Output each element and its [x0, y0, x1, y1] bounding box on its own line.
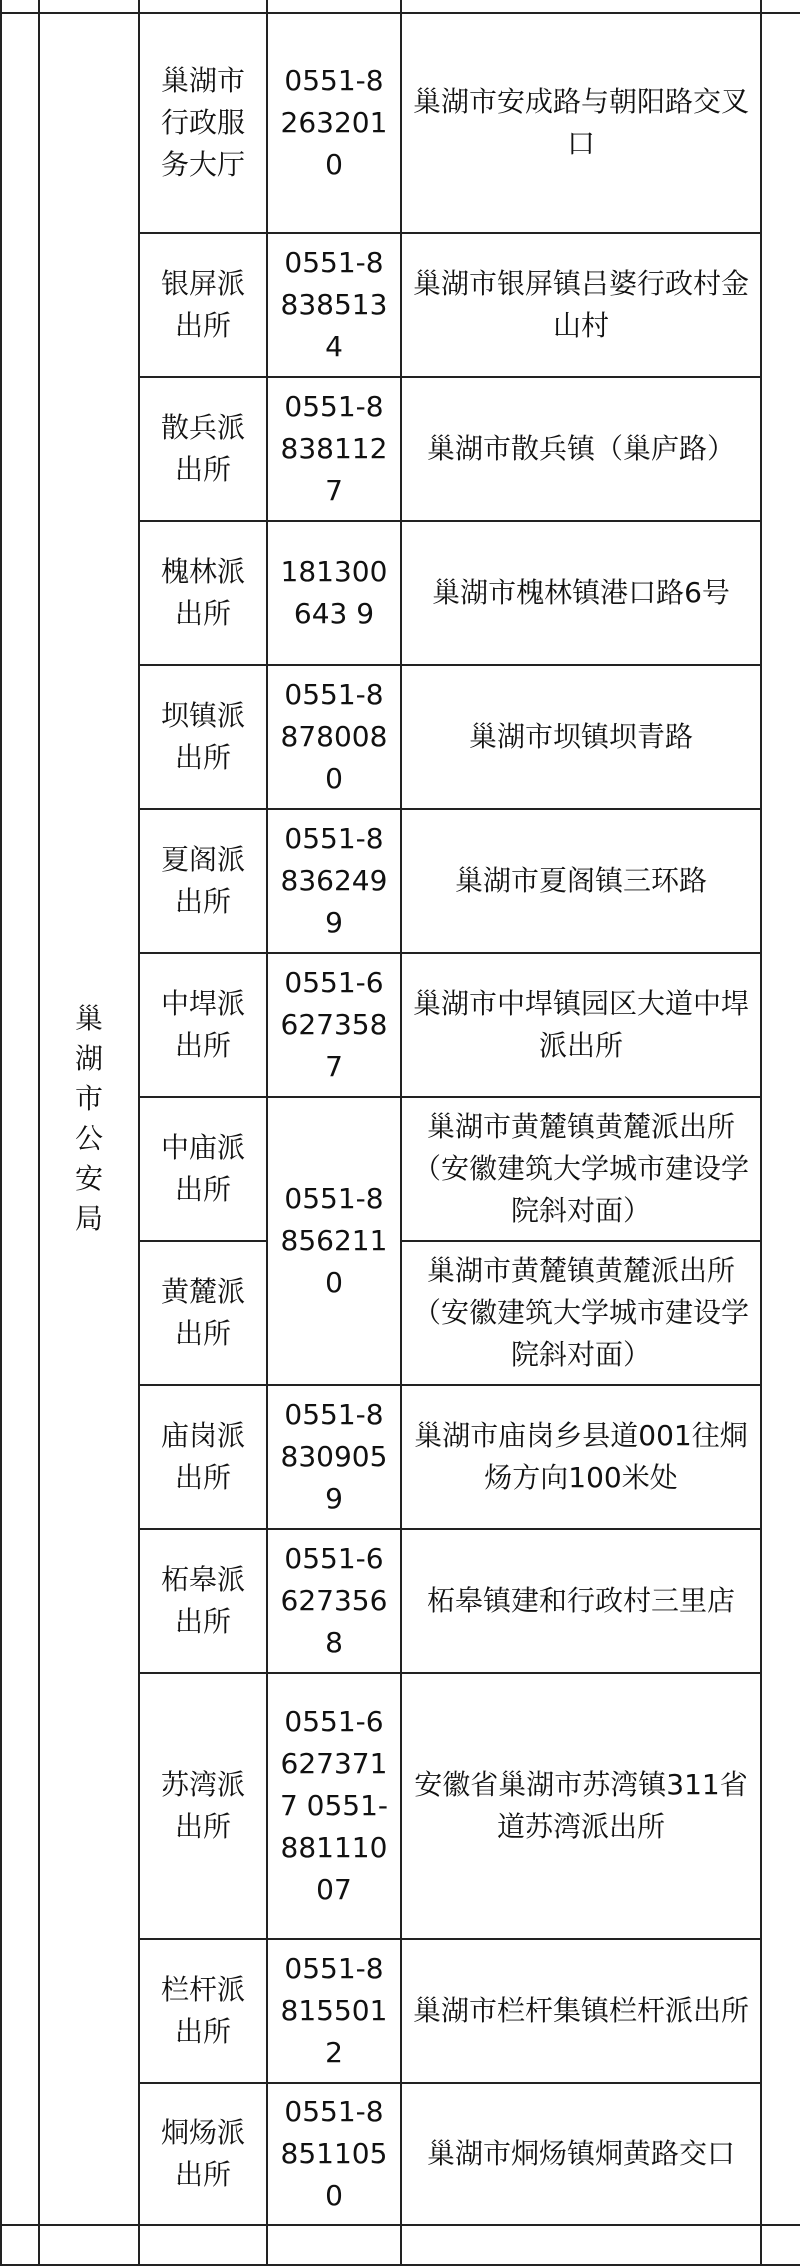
table-cell	[267, 0, 401, 13]
station-name-cell	[139, 665, 267, 809]
station-phone: 0551-88362499	[280, 822, 388, 939]
station-name-cell	[139, 2083, 267, 2225]
station-phone: 0551-88155012	[280, 1952, 388, 2069]
address-cell	[401, 13, 761, 233]
station-name-cell	[139, 13, 267, 233]
table-cell	[267, 2225, 401, 2265]
station-address: 巢湖市中垾镇园区大道中垾派出所	[412, 987, 749, 1062]
station-name-cell	[139, 521, 267, 665]
phone-cell	[267, 809, 401, 953]
phone-cell	[267, 1673, 401, 1939]
address-cell	[401, 1673, 761, 1939]
station-name: 苏湾派出所	[161, 1768, 246, 1843]
table-cell	[139, 2225, 267, 2265]
station-name: 散兵派出所	[161, 411, 246, 486]
station-name: 黄麓派出所	[161, 1275, 246, 1350]
station-name-cell	[139, 1385, 267, 1529]
station-name: 银屏派出所	[161, 267, 246, 342]
station-address: 柘皋镇建和行政村三里店	[426, 1584, 735, 1617]
address-cell	[401, 1529, 761, 1673]
table-cell	[401, 2225, 761, 2265]
station-phone: 0551-88309059	[280, 1398, 388, 1515]
station-name-cell	[139, 1097, 267, 1241]
station-phone: 0551-88385134	[280, 246, 388, 363]
station-name-cell	[139, 1939, 267, 2083]
address-cell	[401, 1385, 761, 1529]
station-name-cell	[139, 809, 267, 953]
address-cell	[401, 521, 761, 665]
table-cell	[39, 2225, 139, 2265]
station-name-cell	[139, 953, 267, 1097]
station-address: 安徽省巢湖市苏湾镇311省道苏湾派出所	[414, 1768, 748, 1843]
station-phone: 0551-82632010	[280, 64, 388, 181]
station-name: 栏杆派出所	[161, 1973, 246, 2048]
table-row	[1, 0, 800, 13]
station-address: 巢湖市黄麓镇黄麓派出所（安徽建筑大学城市建设学院斜对面）	[412, 1254, 749, 1371]
station-phone: 0551-88511050	[280, 2095, 388, 2212]
station-phone: 0551-66273568	[280, 1542, 388, 1659]
station-name-cell	[139, 377, 267, 521]
station-phone: 0551-88780080	[280, 678, 388, 795]
table-cell	[1, 2225, 39, 2265]
station-name-cell	[139, 1241, 267, 1385]
table-cell	[1, 0, 39, 13]
phone-cell	[267, 13, 401, 233]
station-phone: 0551-88381127	[280, 390, 388, 507]
station-address: 巢湖市槐林镇港口路6号	[432, 576, 730, 609]
station-name-cell	[139, 1529, 267, 1673]
phone-cell	[267, 665, 401, 809]
address-cell	[401, 1241, 761, 1385]
station-address: 巢湖市坝镇坝青路	[468, 720, 693, 753]
station-name: 夏阁派出所	[161, 843, 246, 918]
table-row	[1, 13, 800, 233]
station-address: 巢湖市夏阁镇三环路	[454, 864, 707, 897]
phone-cell	[267, 1529, 401, 1673]
station-name: 中垾派出所	[161, 987, 246, 1062]
address-cell	[401, 665, 761, 809]
table-cell	[761, 13, 800, 2225]
address-cell	[401, 809, 761, 953]
station-phone: 181300643 9	[280, 555, 388, 630]
station-name: 庙岗派出所	[161, 1419, 246, 1494]
station-address: 巢湖市银屏镇吕婆行政村金山村	[412, 267, 749, 342]
phone-cell	[267, 377, 401, 521]
station-name: 坝镇派出所	[161, 699, 246, 774]
table-cell	[401, 0, 761, 13]
phone-cell	[267, 953, 401, 1097]
table-cell	[761, 0, 800, 13]
station-phone: 0551-88562110	[280, 1182, 388, 1299]
station-phone: 0551-66273587	[280, 966, 388, 1083]
station-name: 烔炀派出所	[161, 2116, 246, 2191]
station-address: 巢湖市烔炀镇烔黄路交口	[426, 2137, 735, 2170]
phone-cell	[267, 1939, 401, 2083]
phone-cell	[267, 1385, 401, 1529]
table-cell	[139, 0, 267, 13]
agency-cell	[39, 13, 139, 2225]
address-cell	[401, 953, 761, 1097]
station-name: 巢湖市行政服务大厅	[161, 64, 246, 181]
address-cell	[401, 377, 761, 521]
address-cell	[401, 233, 761, 377]
station-address: 巢湖市庙岗乡县道001往烔炀方向100米处	[414, 1419, 748, 1494]
station-name: 柘皋派出所	[161, 1563, 246, 1638]
address-cell	[401, 2083, 761, 2225]
station-name: 中庙派出所	[161, 1131, 246, 1206]
station-address: 巢湖市安成路与朝阳路交叉口	[412, 85, 749, 160]
agency-name: 巢湖市公安局	[74, 1001, 103, 1235]
station-name: 槐林派出所	[161, 555, 246, 630]
address-cell	[401, 1939, 761, 2083]
phone-cell	[267, 233, 401, 377]
station-name-cell	[139, 1673, 267, 1939]
table-cell	[1, 13, 39, 2225]
station-address: 巢湖市散兵镇（巢庐路）	[426, 432, 735, 465]
station-name-cell	[139, 233, 267, 377]
address-cell	[401, 1097, 761, 1241]
phone-cell	[267, 521, 401, 665]
station-address: 巢湖市栏杆集镇栏杆派出所	[412, 1994, 749, 2027]
station-phone: 0551-66273717 0551-88111007	[279, 1705, 389, 1906]
phone-cell	[267, 2083, 401, 2225]
phone-cell	[267, 1097, 401, 1385]
station-address: 巢湖市黄麓镇黄麓派出所（安徽建筑大学城市建设学院斜对面）	[412, 1110, 749, 1227]
table-cell	[761, 2225, 800, 2265]
table-row	[1, 2225, 800, 2265]
table-cell	[39, 0, 139, 13]
